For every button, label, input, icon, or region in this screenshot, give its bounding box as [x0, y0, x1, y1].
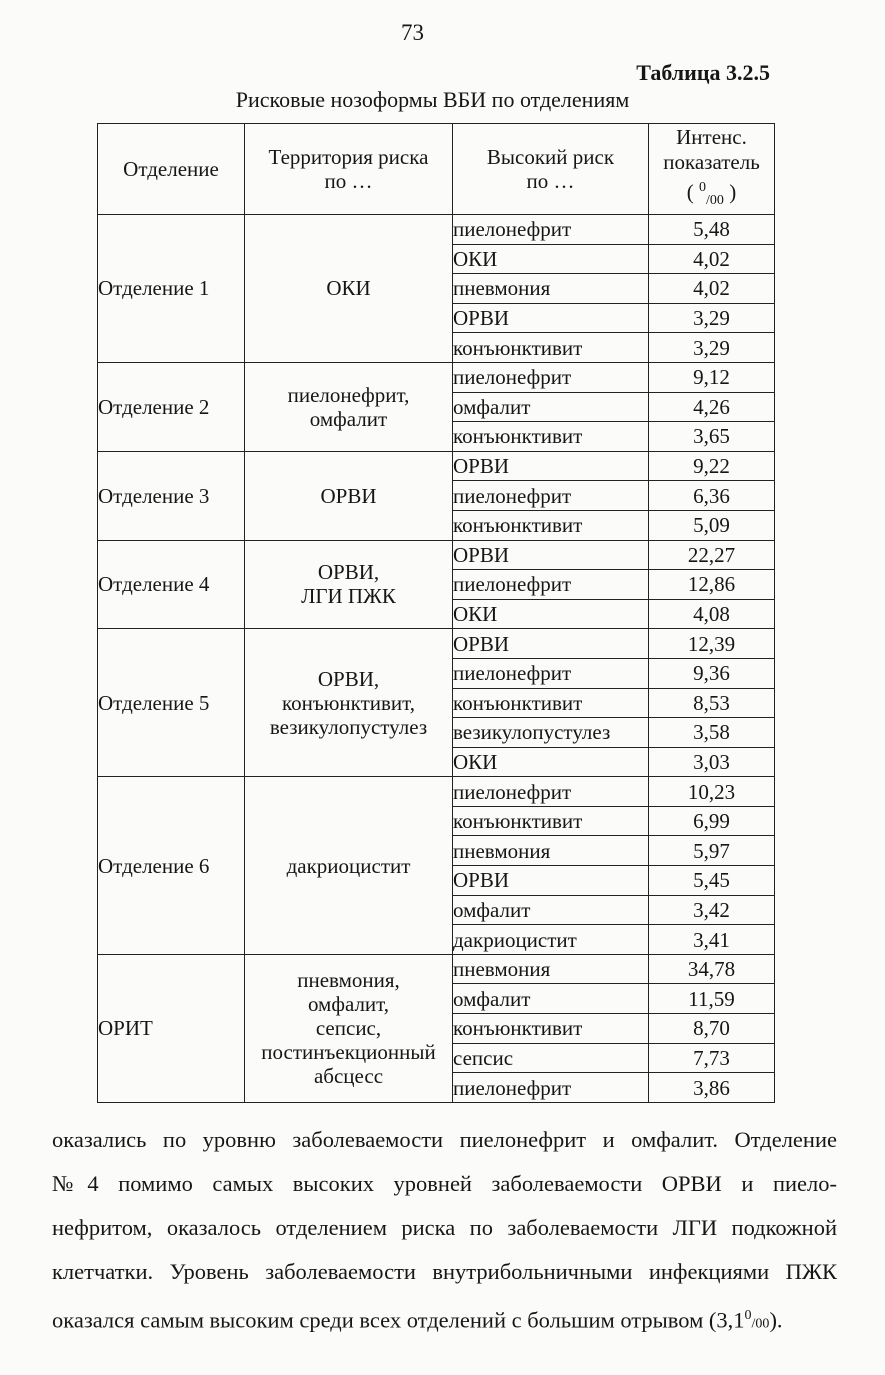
table-caption: Рисковые нозоформы ВБИ по отделениям [235, 87, 630, 112]
risk-cell: везикулопустулез [453, 718, 649, 748]
value-cell: 6,99 [649, 806, 775, 836]
value-cell: 4,26 [649, 392, 775, 422]
territory-cell [245, 777, 453, 955]
risk-cell: омфалит [453, 895, 649, 925]
risk-cell: конъюнктивит [453, 422, 649, 452]
table-header-row [98, 124, 775, 215]
territory-line: ОРВИ, [317, 560, 380, 585]
risk-cell: ОРВИ [453, 451, 649, 481]
value-cell: 3,41 [649, 925, 775, 955]
table-number: Таблица 3.2.5 [636, 60, 770, 85]
value-cell: 8,70 [649, 1014, 775, 1044]
risk-cell: омфалит [453, 984, 649, 1014]
value-cell: 4,08 [649, 599, 775, 629]
risk-cell: пневмония [453, 274, 649, 304]
value-cell: 5,48 [649, 215, 775, 245]
value-cell: 3,42 [649, 895, 775, 925]
department-cell: Отделение 1 [98, 215, 245, 363]
territory-line: сепсис, [315, 1016, 382, 1041]
department-cell: Отделение 4 [98, 540, 245, 629]
risk-cell: ОРВИ [453, 540, 649, 570]
territory-line: дакриоцистит [286, 853, 411, 878]
territory-line: постинъекционный [261, 1040, 436, 1065]
risk-cell: ОКИ [453, 599, 649, 629]
body-text-end: ). [769, 1307, 783, 1333]
territory-line: конъюнктивит, [281, 690, 415, 715]
territory-line: пиелонефрит, [287, 382, 410, 407]
value-cell: 3,29 [649, 333, 775, 363]
risk-cell: ОРВИ [453, 629, 649, 659]
risk-cell: ОРВИ [453, 866, 649, 896]
header-index-unit [686, 179, 737, 209]
header-high-risk-line1: Высокий риск [486, 145, 615, 169]
risk-cell: пиелонефрит [453, 777, 649, 807]
risk-cell: дакриоцистит [453, 925, 649, 955]
territory-cell [245, 362, 453, 451]
table-container [97, 123, 775, 1103]
value-cell: 10,23 [649, 777, 775, 807]
table-row [98, 777, 775, 807]
header-index [649, 124, 775, 215]
department-cell: Отделение 5 [98, 629, 245, 777]
header-index-line2: показатель [663, 149, 760, 174]
value-cell: 22,27 [649, 540, 775, 570]
territory-cell [245, 215, 453, 363]
value-cell: 8,53 [649, 688, 775, 718]
body-text-line: клетчатки. Уровень заболеваемости внутрибольничными инфекциями ПЖК [52, 1259, 837, 1284]
risk-cell: пиелонефрит [453, 570, 649, 600]
value-cell: 7,73 [649, 1043, 775, 1073]
body-text-line: №4 помимо самых высоких уровней заболеваемости ОРВИ и пиело- [52, 1171, 837, 1196]
territory-line: абсцесс [313, 1064, 384, 1089]
territory-line: ОКИ [326, 276, 371, 301]
unit-open: ( [686, 179, 694, 204]
risk-cell: пиелонефрит [453, 362, 649, 392]
risk-cell: ОКИ [453, 244, 649, 274]
header-territory-line1: Территория риска [268, 145, 429, 169]
risk-cell: конъюнктивит [453, 333, 649, 363]
risk-cell: конъюнктивит [453, 510, 649, 540]
risk-cell: омфалит [453, 392, 649, 422]
value-cell: 12,39 [649, 629, 775, 659]
department-cell: Отделение 6 [98, 777, 245, 955]
unit-close: ) [729, 179, 737, 204]
header-index-line1: Интенс. [676, 124, 747, 149]
territory-line: омфалит [309, 406, 388, 431]
risk-cell: сепсис [453, 1043, 649, 1073]
territory-line: ЛГИ ПЖК [301, 584, 396, 609]
risk-cell: пневмония [453, 954, 649, 984]
table-row [98, 954, 775, 984]
page-number: 73 [401, 20, 424, 45]
risk-cell: пиелонефрит [453, 481, 649, 511]
value-cell: 9,12 [649, 362, 775, 392]
risk-cell: пиелонефрит [453, 658, 649, 688]
body-text-sup: 0 [744, 1308, 752, 1323]
territory-line: ОРВИ, [317, 666, 380, 691]
table-row [98, 540, 775, 570]
territory-cell [245, 451, 453, 540]
department-cell: Отделение 2 [98, 362, 245, 451]
table-body [98, 215, 775, 1103]
value-cell: 11,59 [649, 984, 775, 1014]
header-high-risk [453, 124, 649, 215]
risk-cell: пневмония [453, 836, 649, 866]
risk-table [97, 123, 775, 1103]
risk-cell: ОРВИ [453, 303, 649, 333]
territory-line: омфалит, [307, 992, 390, 1017]
body-text [52, 1118, 837, 1347]
body-text-line: нефритом, оказалось отделением риска по заболеваемости ЛГИ подкожной [52, 1215, 837, 1240]
value-cell: 9,36 [649, 658, 775, 688]
risk-cell: конъюнктивит [453, 688, 649, 718]
value-cell: 3,65 [649, 422, 775, 452]
header-high-risk-line2: по … [526, 169, 575, 193]
value-cell: 3,03 [649, 747, 775, 777]
header-territory [245, 124, 453, 215]
table-row [98, 362, 775, 392]
department-cell: Отделение 3 [98, 451, 245, 540]
header-department: Отделение [98, 124, 245, 215]
risk-cell: пиелонефрит [453, 215, 649, 245]
value-cell: 6,36 [649, 481, 775, 511]
value-cell: 5,97 [649, 836, 775, 866]
department-cell: ОРИТ [98, 954, 245, 1102]
value-cell: 34,78 [649, 954, 775, 984]
unit-sup: 0 [699, 179, 707, 195]
risk-cell: ОКИ [453, 747, 649, 777]
table-row [98, 629, 775, 659]
value-cell: 4,02 [649, 244, 775, 274]
header-territory-line2: по … [324, 169, 373, 193]
value-cell: 4,02 [649, 274, 775, 304]
body-text-line: оказались по уровню заболеваемости пиелонефрит и омфалит. Отделение [52, 1127, 837, 1152]
value-cell: 9,22 [649, 451, 775, 481]
territory-cell [245, 629, 453, 777]
value-cell: 5,45 [649, 866, 775, 896]
body-text-sub: /00 [751, 1316, 770, 1332]
value-cell: 3,29 [649, 303, 775, 333]
territory-cell [245, 540, 453, 629]
body-text-last-main: оказался самым высоким среди всех отделений с большим отрывом (3,1 [52, 1307, 745, 1333]
risk-cell: конъюнктивит [453, 806, 649, 836]
value-cell: 5,09 [649, 510, 775, 540]
value-cell: 12,86 [649, 570, 775, 600]
body-text-last-line [52, 1294, 837, 1347]
territory-cell [245, 954, 453, 1102]
risk-cell: пиелонефрит [453, 1073, 649, 1103]
territory-line: пневмония, [297, 968, 400, 993]
unit-sub: /00 [706, 193, 724, 209]
territory-line: ОРВИ [320, 483, 377, 508]
value-cell: 3,86 [649, 1073, 775, 1103]
table-row [98, 215, 775, 245]
value-cell: 3,58 [649, 718, 775, 748]
territory-line: везикулопустулез [269, 714, 428, 739]
table-row [98, 451, 775, 481]
risk-cell: конъюнктивит [453, 1014, 649, 1044]
